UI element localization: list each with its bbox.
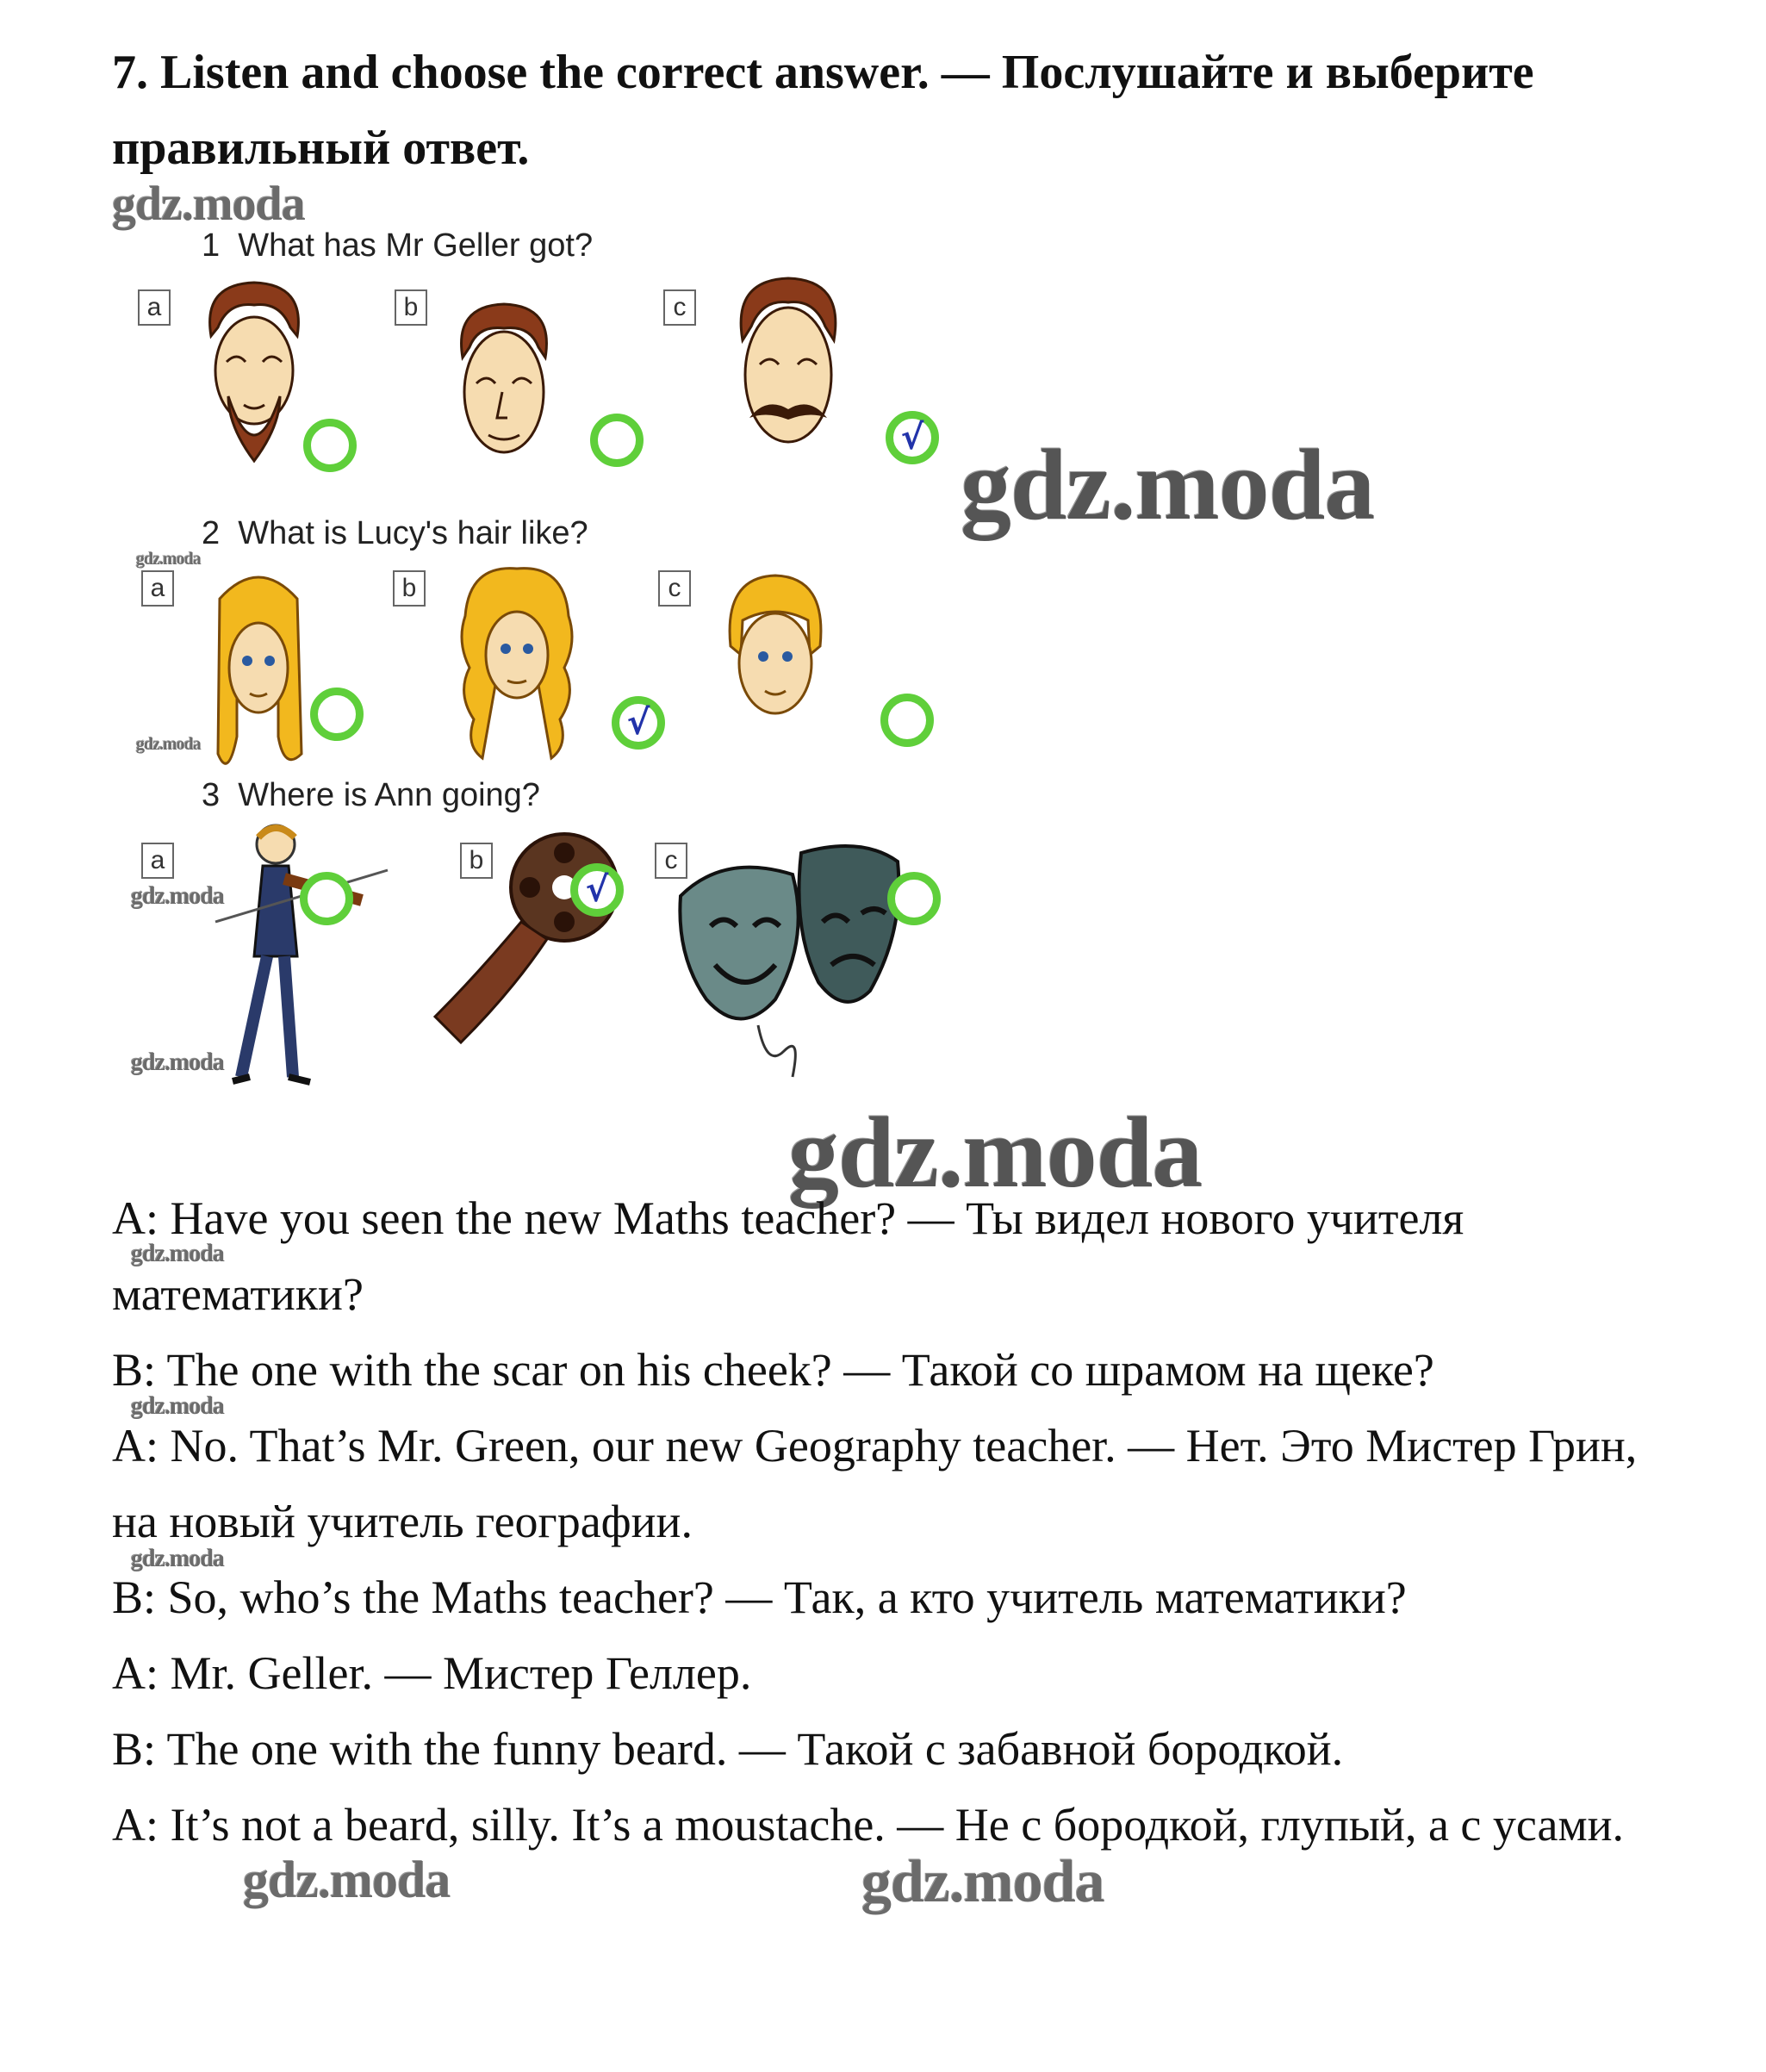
man-with-beard-icon [194, 276, 314, 482]
watermark: gdz.moda [131, 1546, 224, 1572]
watermark: gdz.moda [961, 428, 1375, 541]
answer-circle[interactable] [887, 872, 941, 925]
theatre-masks-icon [672, 827, 930, 1086]
answer-circle[interactable] [590, 414, 644, 467]
question-number: 3 [202, 777, 221, 813]
answer-circle[interactable]: √ [612, 696, 665, 750]
watermark: gdz.moda [131, 1049, 224, 1076]
watermark: gdz.moda [131, 1241, 224, 1267]
answer-circle[interactable]: √ [886, 411, 939, 464]
watermark: gdz.moda [131, 1393, 224, 1420]
violinist-icon [181, 818, 396, 1103]
answer-circle[interactable] [300, 872, 353, 925]
dialogue-line: A: Mr. Geller. — Мистер Геллер. [112, 1647, 752, 1699]
girl-curly-hair-icon [452, 564, 581, 771]
dialogue-line: B: The one with the funny beard. — Такой с забавной бородкой. [112, 1723, 1344, 1775]
answer-circle[interactable] [310, 688, 364, 741]
man-clean-shaven-icon [444, 297, 564, 470]
option-label-a[interactable]: a [141, 843, 174, 879]
option-label-b[interactable]: b [395, 289, 427, 326]
man-with-moustache-icon [724, 271, 853, 470]
dialogue-line: A: Have you seen the new Maths teacher? — Ты видел нового учителя математики? [112, 1192, 1464, 1320]
dialogue-transcript [112, 1180, 1680, 1863]
watermark: gdz.moda [861, 1849, 1104, 1915]
watermark: gdz.moda [243, 1851, 451, 1908]
dialogue-line: A: It’s not a beard, silly. It’s a moustache. — Не с бородкой, глупый, а с усами. [112, 1799, 1625, 1851]
watermark: gdz.moda [112, 177, 305, 231]
girl-short-hair-icon [715, 569, 836, 741]
question-text: Where is Ann going? [238, 777, 540, 813]
dialogue-line: B: The one with the scar on his cheek? — Такой со шрамом на щеке? [112, 1344, 1434, 1396]
option-label-c[interactable]: c [663, 289, 696, 326]
option-label-a[interactable]: a [138, 289, 171, 326]
exercise-figure [112, 224, 982, 1111]
film-reel-icon [426, 818, 625, 1060]
question-number: 1 [202, 227, 221, 264]
girl-long-straight-hair-icon [202, 564, 314, 788]
option-label-a[interactable]: a [141, 570, 174, 607]
option-label-c[interactable]: c [655, 843, 687, 879]
watermark: gdz.moda [788, 1096, 1203, 1209]
question-number: 2 [202, 515, 221, 551]
answer-circle[interactable]: √ [570, 863, 624, 917]
question-3-title [202, 777, 540, 814]
watermark: gdz.moda [136, 735, 201, 754]
option-label-c[interactable]: c [658, 570, 691, 607]
question-text: What is Lucy's hair like? [238, 515, 588, 551]
answer-circle[interactable] [880, 694, 934, 747]
answer-circle[interactable] [303, 419, 357, 472]
question-2-title [202, 515, 588, 552]
dialogue-line: B: So, who’s the Maths teacher? — Так, а кто учитель математики? [112, 1571, 1407, 1623]
option-label-b[interactable]: b [460, 843, 493, 879]
exercise-heading: 7. Listen and choose the correct answer. — Послушайте и выберите правильный ответ. [112, 46, 1534, 175]
question-text: What has Mr Geller got? [238, 227, 594, 264]
dialogue-line: A: No. That’s Mr. Green, our new Geography teacher. — Нет. Это Мистер Грин, на новый учитель географии. [112, 1420, 1638, 1547]
question-1-title [202, 227, 593, 264]
watermark: gdz.moda [131, 883, 224, 910]
watermark: gdz.moda [136, 550, 201, 569]
option-label-b[interactable]: b [393, 570, 426, 607]
